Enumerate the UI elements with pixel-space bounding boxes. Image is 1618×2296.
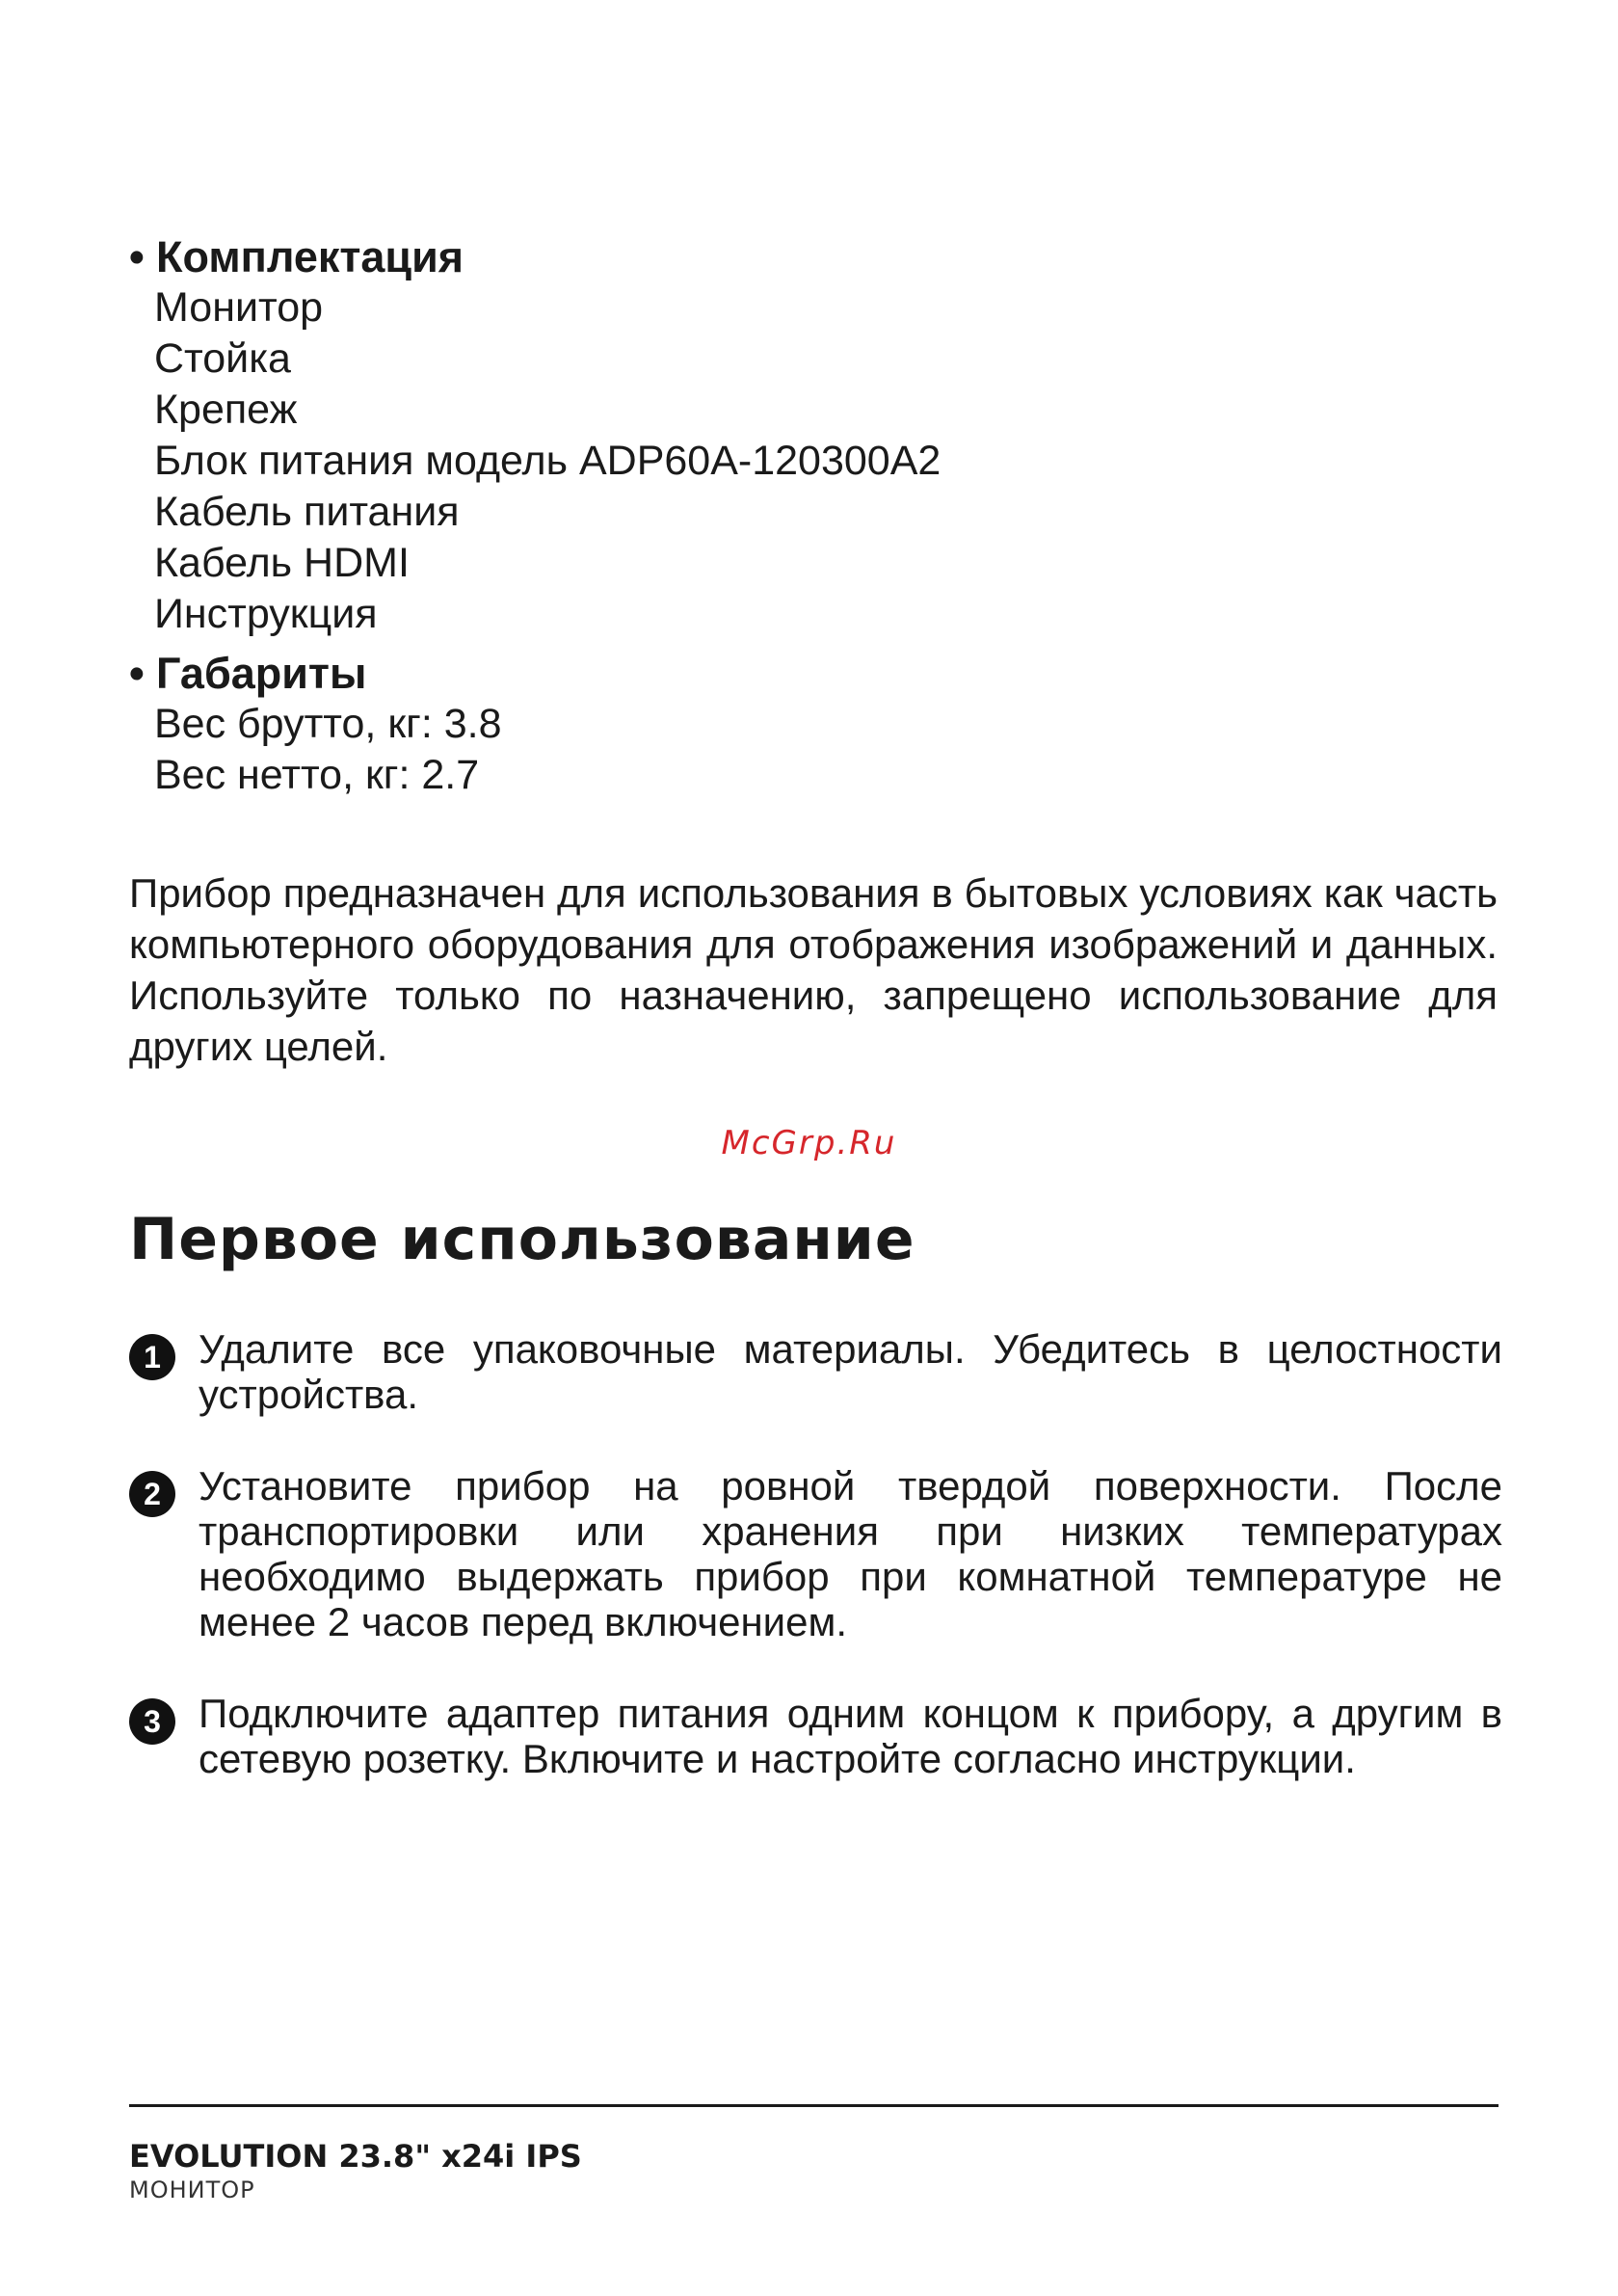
spec-block-dimensions — [129, 648, 1382, 801]
list-item: Стойка — [154, 335, 291, 382]
spec-list — [129, 699, 1382, 801]
spec-heading-label: Комплектация — [156, 232, 464, 281]
step-text: Установите прибор на ровной твердой поверхности. После транспортировки или хранения при низких температурах необходимо выдержать прибор при комнатной температуре не менее 2 часов перед включением. — [199, 1463, 1502, 1644]
step-number-icon: 2 — [129, 1471, 175, 1517]
step-number-icon: 3 — [129, 1698, 175, 1745]
spec-heading-label: Габариты — [156, 649, 367, 698]
steps-list — [129, 1326, 1502, 1828]
footer-model-name: EVOLUTION 23.8" x24i IPS — [129, 2138, 582, 2175]
footer-divider — [129, 2104, 1499, 2107]
list-item: Инструкция — [154, 591, 378, 637]
list-item: Блок питания модель ADP60A-120300A2 — [154, 438, 942, 484]
step-text: Удалите все упаковочные материалы. Убедитесь в целостности устройства. — [199, 1326, 1502, 1417]
step-item — [129, 1463, 1502, 1644]
list-item: Кабель HDMI — [154, 540, 410, 586]
list-item: Монитор — [154, 284, 324, 331]
footer-subtitle: МОНИТОР — [129, 2176, 255, 2203]
step-number-icon: 1 — [129, 1334, 175, 1380]
step-item — [129, 1326, 1502, 1417]
step-item — [129, 1691, 1502, 1781]
page-title: Первое использование — [129, 1206, 915, 1273]
bullet-icon: • — [129, 649, 145, 698]
list-item: Вес нетто, кг: 2.7 — [154, 752, 480, 798]
bullet-icon: • — [129, 232, 145, 281]
step-text: Подключите адаптер питания одним концом к прибору, а другим в сетевую розетку. Включите и настройте согласно инструкции. — [199, 1691, 1502, 1781]
intro-paragraph: Прибор предназначен для использования в бытовых условиях как часть компьютерного оборудования для отображения изображений и данных. Используйте только по назначению, запрещено использование для других целей. — [129, 870, 1498, 1069]
spec-heading — [129, 648, 1382, 699]
spec-heading — [129, 231, 1382, 282]
watermark-link[interactable]: McGrp.Ru — [721, 1124, 897, 1162]
spec-block-contents — [129, 231, 1382, 640]
list-item: Кабель питания — [154, 489, 460, 535]
list-item: Вес брутто, кг: 3.8 — [154, 701, 502, 747]
list-item: Крепеж — [154, 387, 298, 433]
spec-list — [129, 282, 1382, 640]
